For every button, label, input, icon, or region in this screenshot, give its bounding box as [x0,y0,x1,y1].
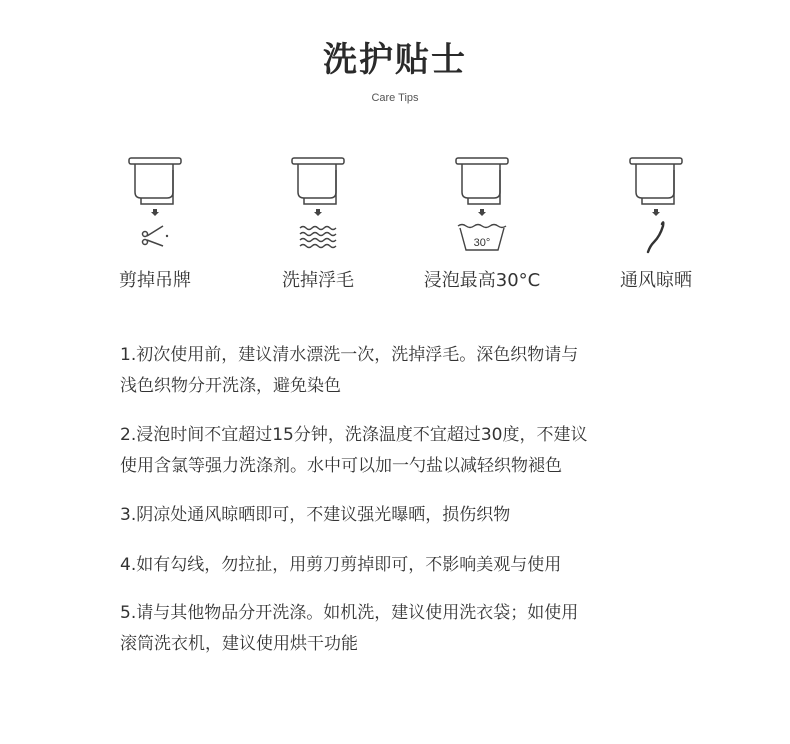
care-tip [120,420,720,482]
care-tip [120,340,720,402]
care-tip [120,500,720,531]
care-tip-line: 1.初次使用前，建议清水漂洗一次，洗掉浮毛。深色织物请与 [120,345,579,365]
page-subtitle: Care Tips [371,92,419,104]
wash-temperature: 30° [473,237,491,249]
care-tip-line: 滚筒洗衣机，建议使用烘干功能 [120,634,358,654]
care-icon-label: 剪掉吊牌 [119,270,191,291]
care-icons-row [0,150,790,300]
care-icon-label: 通风晾晒 [620,270,692,291]
care-icon-item [233,150,403,291]
care-icon-item [571,150,741,291]
care-tip [120,598,720,660]
towel-rack-icon [442,150,522,260]
wavy-lines-icon [300,227,336,248]
towel-rack-icon [278,150,358,260]
care-tip-line: 浅色织物分开洗涤，避免染色 [120,376,341,396]
care-tip [120,550,720,581]
care-tip-line: 使用含氯等强力洗涤剂。水中可以加一勺盐以减轻织物褪色 [120,456,562,476]
care-tip-line: 4.如有勾线，勿拉扯，用剪刀剪掉即可，不影响美观与使用 [120,555,562,575]
care-icon-item [397,150,567,291]
care-icon-label: 洗掉浮毛 [282,270,354,291]
scissors-icon [143,226,164,246]
hook-icon [648,222,663,252]
towel-rack-icon [115,150,195,260]
page-title: 洗护贴士 [323,40,467,80]
care-icon-item [70,150,240,291]
towel-rack-icon [616,150,696,260]
care-icon-label: 浸泡最高30°C [423,270,541,291]
care-tip-line: 2.浸泡时间不宜超过15分钟，洗涤温度不宜超过30度，不建议 [120,425,588,445]
care-tip-line: 5.请与其他物品分开洗涤。如机洗，建议使用洗衣袋；如使用 [120,603,579,623]
care-tip-line: 3.阴凉处通风晾晒即可，不建议强光曝晒，损伤织物 [120,505,511,525]
